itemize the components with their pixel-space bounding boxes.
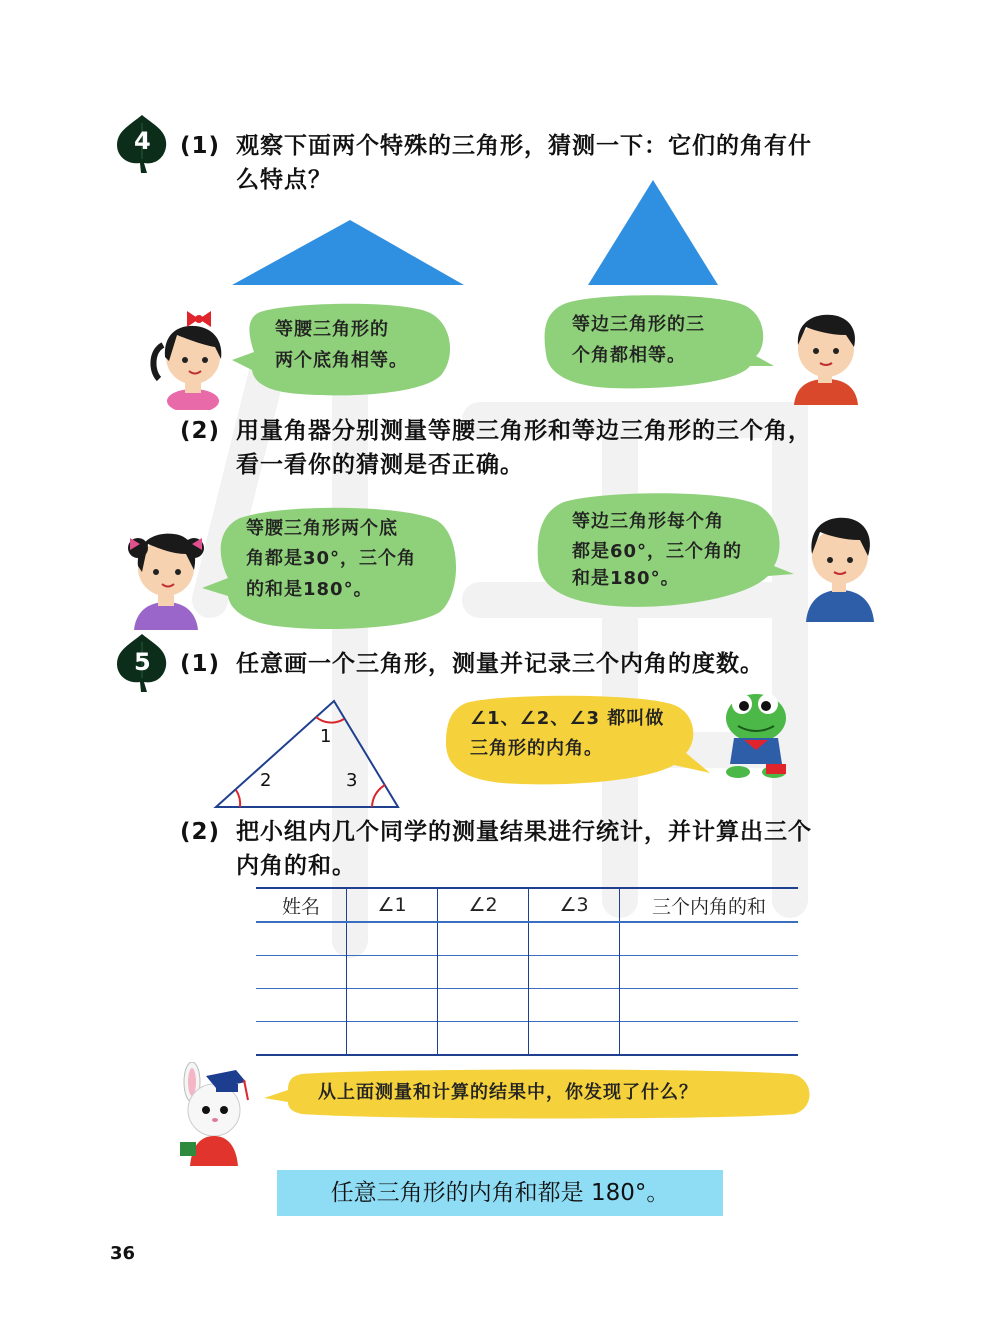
- table-cell[interactable]: [438, 956, 529, 989]
- section-4-leaf: [114, 113, 170, 175]
- table-cell[interactable]: [347, 1022, 438, 1056]
- s5-q2-label: (2): [180, 819, 221, 845]
- s5-q2-line1: 把小组内几个同学的测量结果进行统计，并计算出三个: [236, 819, 812, 845]
- bubble-girl-line2: 两个底角相等。: [275, 350, 408, 371]
- section-5-leaf: [114, 632, 170, 694]
- table-row: [256, 956, 798, 989]
- page-number: 36: [110, 1243, 136, 1264]
- rabbit-character: [170, 1062, 256, 1168]
- table-row: [256, 1022, 798, 1056]
- angle-label-1: 1: [320, 726, 332, 747]
- equilateral-triangle: [586, 178, 720, 288]
- measurement-table: [256, 887, 798, 1056]
- s4-q2-label: (2): [180, 418, 221, 444]
- angle-label-3: 3: [346, 770, 358, 791]
- bubble-rabbit-text: 从上面测量和计算的结果中，你发现了什么？: [318, 1082, 698, 1103]
- table-header-row: [256, 888, 798, 922]
- table-cell[interactable]: [620, 1022, 799, 1056]
- header-angle-3: ∠3: [529, 888, 620, 922]
- bubble-boy2-line2: 都是60°，三个角的: [572, 541, 743, 562]
- table-cell[interactable]: [438, 1022, 529, 1056]
- scalene-triangle: [210, 693, 404, 813]
- table-row: [256, 989, 798, 1022]
- table-cell[interactable]: [256, 989, 347, 1022]
- header-angle-2: ∠2: [438, 888, 529, 922]
- frog-character: [716, 688, 796, 784]
- bubble-girl2-line1: 等腰三角形两个底: [246, 518, 398, 539]
- s5-q1-line1: 任意画一个三角形，测量并记录三个内角的度数。: [236, 651, 764, 677]
- table-cell[interactable]: [529, 989, 620, 1022]
- table-cell[interactable]: [529, 1022, 620, 1056]
- boy-character-2: [796, 510, 884, 622]
- bubble-boy-line1: 等边三角形的三: [572, 314, 705, 335]
- table-cell[interactable]: [620, 956, 799, 989]
- s4-q2-line2: 看一看你的猜测是否正确。: [236, 452, 524, 478]
- angle-label-2: 2: [260, 770, 272, 791]
- table-cell[interactable]: [347, 956, 438, 989]
- s4-q1-line1: 观察下面两个特殊的三角形，猜测一下：它们的角有什: [236, 133, 812, 159]
- table-cell[interactable]: [529, 956, 620, 989]
- bubble-boy2-line1: 等边三角形每个角: [572, 511, 724, 532]
- s4-q1-label: (1): [180, 133, 221, 159]
- table-cell[interactable]: [256, 956, 347, 989]
- isosceles-triangle: [230, 218, 466, 288]
- bubble-boy-line2: 个角都相等。: [572, 345, 686, 366]
- header-name: 姓名: [281, 895, 320, 918]
- table-row: [256, 922, 798, 956]
- s5-q1-label: (1): [180, 651, 221, 677]
- table-cell[interactable]: [438, 922, 529, 956]
- table-cell[interactable]: [529, 922, 620, 956]
- header-angle-sum: 三个内角的和: [620, 888, 799, 922]
- s4-q2-line1: 用量角器分别测量等腰三角形和等边三角形的三个角，: [236, 418, 812, 444]
- table-cell[interactable]: [620, 989, 799, 1022]
- table-cell[interactable]: [620, 922, 799, 956]
- table-cell[interactable]: [347, 989, 438, 1022]
- bubble-frog-line2: 三角形的内角。: [470, 738, 603, 759]
- bubble-boy2-line3: 和是180°。: [572, 568, 680, 589]
- boy-character: [780, 305, 870, 405]
- bubble-girl-line1: 等腰三角形的: [275, 319, 389, 340]
- table-cell[interactable]: [256, 1022, 347, 1056]
- header-angle-1: ∠1: [347, 888, 438, 922]
- girl-character-2: [118, 518, 208, 630]
- bubble-frog-line1: ∠1、∠2、∠3 都叫做: [470, 708, 665, 729]
- bubble-girl2-line3: 的和是180°。: [246, 579, 373, 600]
- section-4-number: 4: [134, 127, 151, 155]
- section-5-number: 5: [134, 648, 151, 676]
- s5-q2-line2: 内角的和。: [236, 853, 356, 879]
- bubble-girl2-line2: 角都是30°，三个角: [246, 548, 417, 569]
- table-cell[interactable]: [347, 922, 438, 956]
- conclusion-box: 任意三角形的内角和都是 180°。: [277, 1170, 723, 1216]
- girl-character: [145, 305, 235, 410]
- table-cell[interactable]: [438, 989, 529, 1022]
- s4-q1-line2: 么特点？: [236, 167, 332, 193]
- table-cell[interactable]: [256, 922, 347, 956]
